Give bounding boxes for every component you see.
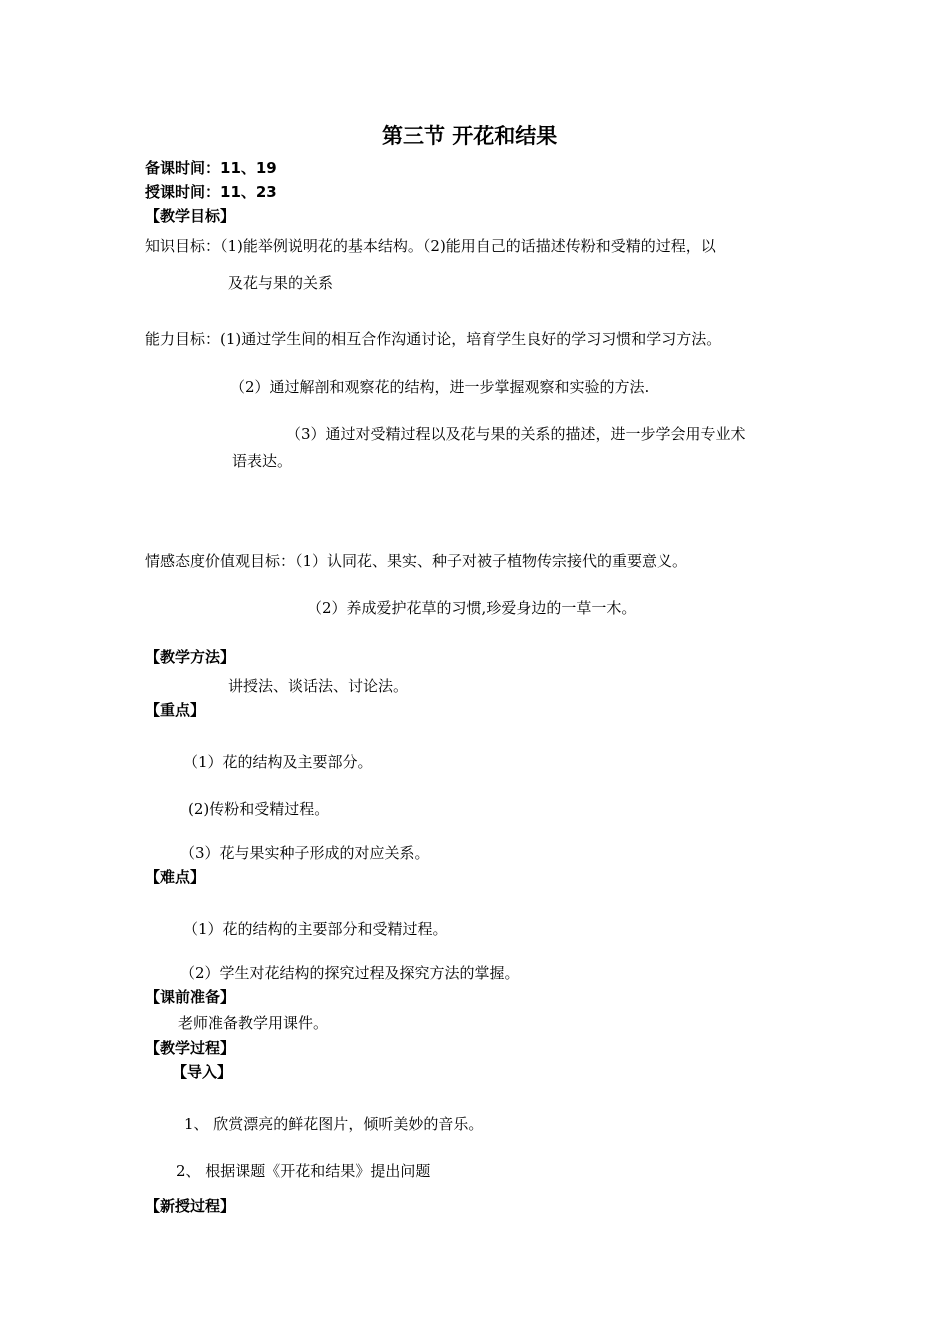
key-point: （1）花的结构及主要部分。	[183, 753, 373, 771]
ability-goal-3-line2: 语表达。	[232, 452, 293, 470]
ability-goal-3-line1: （3）通过对受精过程以及花与果的关系的描述，进一步学会用专业术	[286, 425, 746, 443]
difficulty-header: 【难点】	[145, 868, 206, 886]
emotion-goal-2: （2）养成爱护花草的习惯,珍爱身边的一草一木。	[307, 599, 637, 617]
intro-item: 1、 欣赏漂亮的鲜花图片，倾听美妙的音乐。	[184, 1115, 484, 1133]
difficulty-item: （2）学生对花结构的探究过程及探究方法的掌握。	[180, 964, 520, 982]
ability-goal-1: 能力目标：(1)通过学生间的相互合作沟通讨论，培育学生良好的学习习惯和学习方法。	[145, 330, 722, 348]
new-lesson-header: 【新授过程】	[145, 1197, 236, 1215]
knowledge-goal-line2: 及花与果的关系	[228, 274, 334, 292]
teach-time: 授课时间：11、23	[145, 183, 277, 201]
knowledge-goal-line1: 知识目标：（1)能举例说明花的基本结构。（2)能用自己的话描述传粉和受精的过程，以	[145, 237, 716, 255]
goals-header: 【教学目标】	[145, 207, 236, 225]
difficulty-item: （1）花的结构的主要部分和受精过程。	[183, 920, 448, 938]
intro-item: 2、 根据课题《开花和结果》提出问题	[176, 1162, 431, 1180]
intro-header: 【导入】	[172, 1063, 233, 1081]
method-header: 【教学方法】	[145, 648, 236, 666]
ability-goal-2: （2）通过解剖和观察花的结构，进一步掌握观察和实验的方法.	[230, 378, 650, 396]
key-point: (2)传粉和受精过程。	[188, 800, 330, 818]
prep-time: 备课时间：11、19	[145, 159, 277, 177]
prep-header: 【课前准备】	[145, 988, 236, 1006]
emotion-goal-1: 情感态度价值观目标：（1）认同花、果实、种子对被子植物传宗接代的重要意义。	[145, 552, 688, 570]
key-header: 【重点】	[145, 701, 206, 719]
process-header: 【教学过程】	[145, 1039, 236, 1057]
methods-text: 讲授法、谈话法、讨论法。	[228, 677, 409, 695]
key-point: （3）花与果实种子形成的对应关系。	[180, 844, 430, 862]
prep-text: 老师准备教学用课件。	[178, 1014, 329, 1032]
page-title: 第三节 开花和结果	[382, 124, 558, 148]
